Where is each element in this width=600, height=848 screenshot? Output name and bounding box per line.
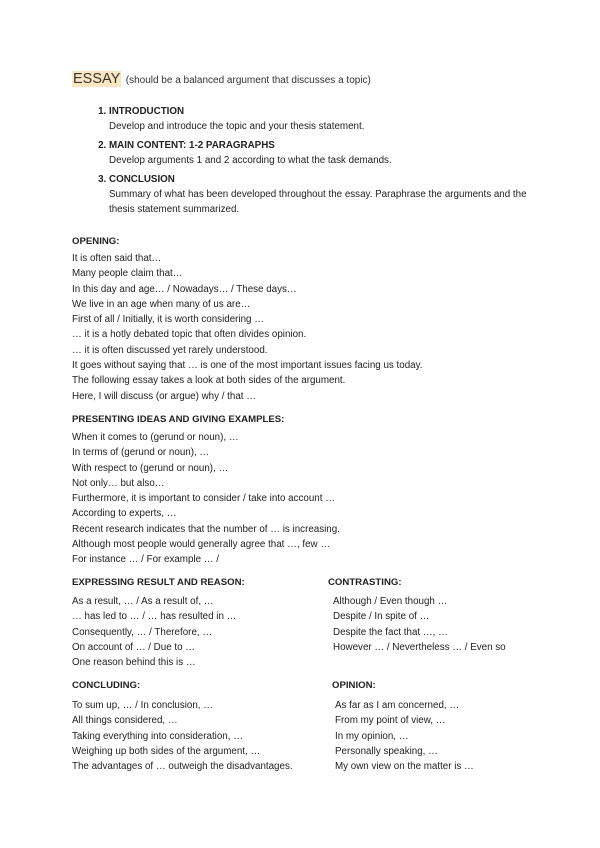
phrase-line: As a result, … / As a result of, … — [72, 596, 214, 607]
phrase-line: The following essay takes a look at both sides of the argument. — [72, 375, 346, 387]
phrase-line: In terms of (gerund or noun), … — [72, 447, 210, 459]
list-item-title: CONCLUSION — [109, 174, 175, 185]
phrase-line: It goes without saying that … is one of the most important issues facing us today. — [72, 360, 423, 372]
list-item-title: INTRODUCTION — [109, 106, 185, 117]
phrase-line: Here, I will discuss (or argue) why / that … — [72, 390, 257, 402]
phrase-line: However … / Nevertheless … / Even so — [333, 641, 506, 653]
list-item-description: Summary of what has been developed throughout the essay. Paraphrase the arguments and the thesis statement summarized. — [109, 189, 527, 215]
presenting-heading: PRESENTING IDEAS AND GIVING EXAMPLES: — [72, 414, 285, 425]
concluding-heading: CONCLUDING: — [72, 680, 141, 691]
phrase-line: From my point of view, … — [335, 715, 446, 727]
phrase-line: Weighing up both sides of the argument, … — [72, 745, 261, 757]
phrase-line: To sum up, … / In conclusion, … — [72, 700, 214, 711]
list-item-description: Develop arguments 1 and 2 according to what the task demands. — [109, 155, 392, 166]
phrase-line: On account of … / Due to … — [72, 641, 196, 653]
contrasting-heading: CONTRASTING: — [328, 577, 402, 588]
presenting-phrase-list — [72, 430, 340, 568]
list-item-title: MAIN CONTENT: 1-2 PARAGRAPHS — [109, 140, 275, 151]
result-heading: EXPRESSING RESULT AND REASON: — [72, 577, 245, 588]
phrase-line: When it comes to (gerund or noun), … — [72, 432, 239, 443]
opinion-phrase-list — [335, 698, 474, 774]
phrase-line: … has led to … / … has resulted in … — [72, 611, 237, 623]
phrase-line: In this day and age… / Nowadays… / These days… — [72, 283, 297, 295]
phrase-line: Recent research indicates that the number of … is increasing. — [72, 523, 340, 535]
phrase-line: Consequently, … / Therefore, … — [72, 626, 213, 638]
title-row — [72, 70, 371, 88]
phrase-line: The advantages of … outweigh the disadvantages. — [72, 761, 293, 773]
opening-heading: OPENING: — [72, 236, 120, 247]
phrase-line: With respect to (gerund or noun), … — [72, 462, 229, 474]
phrase-line: … it is a hotly debated topic that often divides opinion. — [72, 329, 307, 341]
concluding-phrase-list — [72, 698, 293, 774]
page-title: ESSAY — [73, 71, 121, 87]
page-subtitle: (should be a balanced argument that discusses a topic) — [125, 75, 371, 86]
essay-structure-list — [72, 104, 549, 221]
result-phrase-list — [72, 594, 236, 670]
phrase-line: Not only… but also… — [72, 477, 165, 489]
phrase-line: Taking everything into consideration, … — [72, 730, 243, 742]
phrase-line: For instance … / For example … / — [72, 554, 220, 566]
phrase-line: Despite the fact that …, … — [333, 626, 448, 638]
phrase-line: First of all / Initially, it is worth considering … — [72, 314, 265, 326]
phrase-line: Despite / In spite of … — [333, 611, 430, 623]
opinion-heading: OPINION: — [332, 680, 376, 691]
phrase-line: One reason behind this is … — [72, 657, 196, 669]
list-item — [109, 172, 549, 217]
phrase-line: According to experts, … — [72, 508, 177, 520]
phrase-line: Personally speaking, … — [335, 745, 438, 757]
phrase-line: Many people claim that… — [72, 268, 183, 280]
phrase-line: It is often said that… — [72, 253, 162, 264]
list-item — [109, 138, 549, 168]
phrase-line: … it is often discussed yet rarely understood. — [72, 344, 268, 356]
list-item-description: Develop and introduce the topic and your thesis statement. — [109, 121, 365, 132]
phrase-line: Furthermore, it is important to consider / take into account … — [72, 493, 335, 505]
phrase-line: In my opinion, … — [335, 730, 409, 742]
opening-phrase-list — [72, 251, 423, 404]
phrase-line: My own view on the matter is … — [335, 761, 474, 773]
contrasting-phrase-list — [333, 594, 506, 655]
phrase-line: As far as I am concerned, … — [335, 700, 460, 711]
phrase-line: Although most people would generally agree that …, few … — [72, 539, 331, 551]
phrase-line: All things considered, … — [72, 715, 178, 727]
phrase-line: We live in an age when many of us are… — [72, 298, 251, 310]
list-item — [109, 104, 549, 134]
phrase-line: Although / Even though … — [333, 596, 448, 607]
